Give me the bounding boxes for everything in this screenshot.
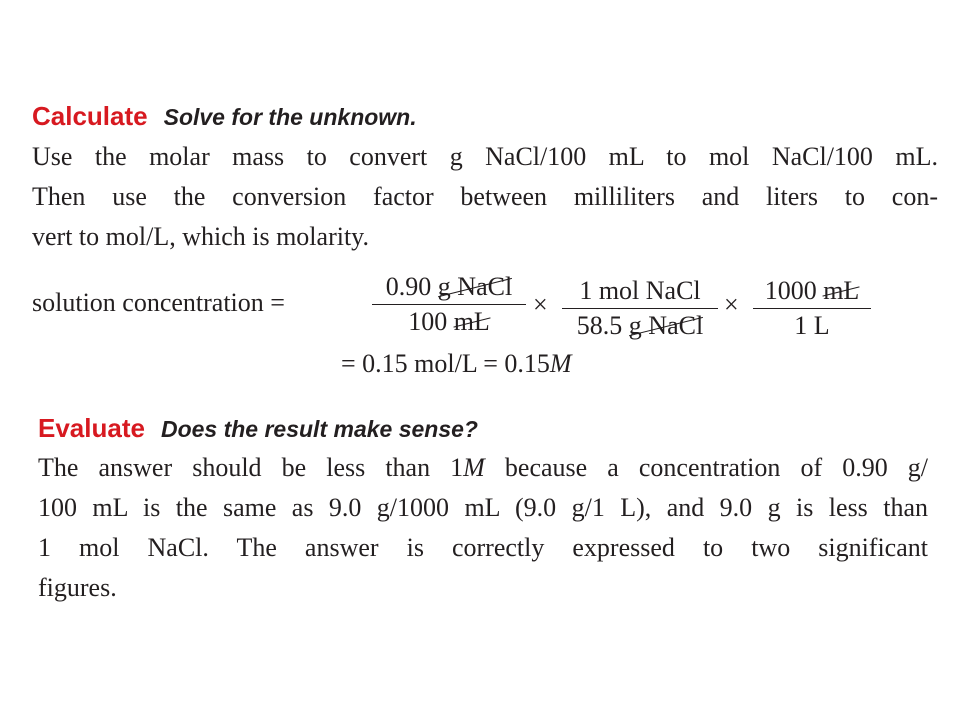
times-sign: ×: [724, 290, 739, 319]
cancelled-unit: mL: [453, 307, 490, 336]
calculate-line: Use the molar mass to convert g NaCl/100 mL to mol NaCl/100 mL.: [32, 142, 938, 171]
evaluate-heading: [38, 413, 478, 444]
fraction-bar: [562, 308, 718, 309]
fraction-ml-per-liter: [753, 276, 871, 341]
times-sign: ×: [533, 290, 548, 319]
fraction-denominator: 1 L: [794, 311, 830, 340]
evaluate-line: 1 mol NaCl. The answer is correctly expressed to two significant: [38, 533, 928, 562]
cancelled-unit: g NaCl: [437, 272, 513, 301]
fraction-bar: [753, 308, 871, 309]
evaluate-line: The answer should be less than 1M because a concentration of 0.90 g/: [38, 453, 928, 482]
fraction-molar-mass: [562, 276, 718, 341]
evaluate-line: figures.: [38, 573, 117, 602]
evaluate-keyword: Evaluate: [38, 413, 145, 443]
evaluate-line: 100 mL is the same as 9.0 g/1000 mL (9.0 g/1 L), and 9.0 g is less than: [38, 493, 928, 522]
fraction-numerator: 1000 mL: [764, 276, 860, 305]
molarity-symbol: M: [463, 453, 485, 482]
molarity-symbol: M: [549, 349, 572, 378]
equation-lhs: solution concentration =: [32, 288, 285, 317]
calculate-paragraph: [32, 137, 938, 257]
fraction-bar: [372, 304, 526, 305]
calculate-subtitle: Solve for the unknown.: [163, 104, 417, 130]
cancelled-unit: mL: [823, 276, 860, 305]
cancelled-unit: g NaCl: [628, 311, 704, 340]
fraction-numerator: 0.90 g NaCl: [385, 272, 513, 301]
fraction-grams-per-100ml: [372, 272, 526, 337]
evaluate-subtitle: Does the result make sense?: [160, 416, 478, 442]
calculate-keyword: Calculate: [32, 101, 148, 131]
fraction-numerator: 1 mol NaCl: [579, 276, 701, 305]
equation-result: = 0.15 mol/L = 0.15M: [341, 349, 572, 378]
fraction-denominator: 58.5 g NaCl: [576, 311, 704, 340]
evaluate-paragraph: [38, 448, 928, 608]
fraction-denominator: 100 mL: [408, 307, 490, 336]
calculate-heading: [32, 101, 417, 132]
calculate-line: Then use the conversion factor between milliliters and liters to con-: [32, 182, 938, 211]
calculate-line: vert to mol/L, which is molarity.: [32, 222, 369, 251]
